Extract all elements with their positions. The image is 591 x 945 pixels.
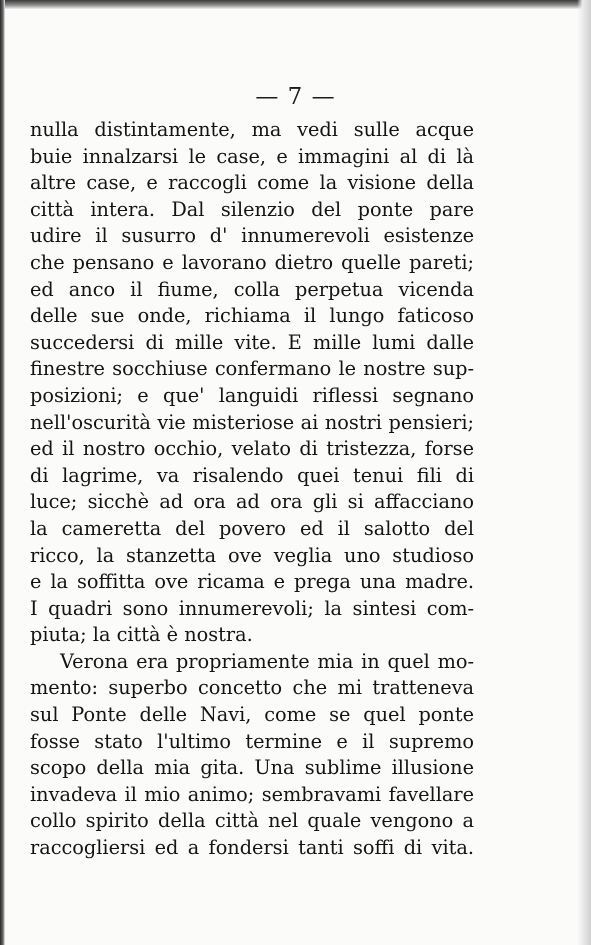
text-line: delle sue onde, richiama il lungo faticoso xyxy=(30,304,474,328)
page-number: — 7 — xyxy=(255,84,336,110)
page-right-shadow xyxy=(577,0,591,945)
text-line: di lagrime, va risalendo quei tenui fili di xyxy=(30,463,474,487)
text-line: città intera. Dal silenzio del ponte pare xyxy=(30,197,474,221)
text-line: invadeva il mio animo; sembravami favellare xyxy=(30,782,474,806)
text-line: mento: superbo concetto che mi tratteneva xyxy=(30,676,474,700)
text-line: la cameretta del povero ed il salotto del xyxy=(30,516,474,540)
text-line: posizioni; e que' languidi riflessi segnano xyxy=(30,383,474,407)
text-line: luce; sicchè ad ora ad ora gli si affacciano xyxy=(30,490,474,514)
page-top-shadow xyxy=(0,0,591,9)
body-text xyxy=(30,117,474,862)
text-line: che pensano e lavorano dietro quelle pareti; xyxy=(30,250,474,274)
text-line: scopo della mia gita. Una sublime illusione xyxy=(30,756,474,780)
text-line: buie innalzarsi le case, e immagini al di là xyxy=(30,144,474,168)
paragraph-start-line: Verona era propriamente mia in quel mo- xyxy=(60,649,474,673)
text-line: fosse stato l'ultimo termine e il supremo xyxy=(30,729,474,753)
text-line: altre case, e raccogli come la visione della xyxy=(30,171,474,195)
paragraph-end-line: piuta; la città è nostra. xyxy=(30,623,253,647)
text-line: e la soffitta ove ricama e prega una madre. xyxy=(30,570,474,594)
text-line: sul Ponte delle Navi, come se quel ponte xyxy=(30,703,474,727)
text-line: finestre socchiuse confermano le nostre sup- xyxy=(30,357,474,381)
text-line: I quadri sono innumerevoli; la sintesi com- xyxy=(30,596,474,620)
text-line: udire il susurro d' innumerevoli esistenze xyxy=(30,224,474,248)
text-line: ricco, la stanzetta ove veglia uno studioso xyxy=(30,543,474,567)
text-line: ed il nostro occhio, velato di tristezza, forse xyxy=(30,437,474,461)
text-line: succedersi di mille vite. E mille lumi dalle xyxy=(30,330,474,354)
page-binding-shadow xyxy=(0,0,5,945)
text-line: ed anco il fiume, colla perpetua vicenda xyxy=(30,277,474,301)
text-line: collo spirito della città nel quale vengono a xyxy=(30,809,474,833)
text-line: raccogliersi ed a fondersi tanti soffi di vita. xyxy=(30,836,474,860)
text-line: nell'oscurità vie misteriose ai nostri pensieri; xyxy=(30,410,474,434)
text-line: nulla distintamente, ma vedi sulle acque xyxy=(30,118,474,141)
